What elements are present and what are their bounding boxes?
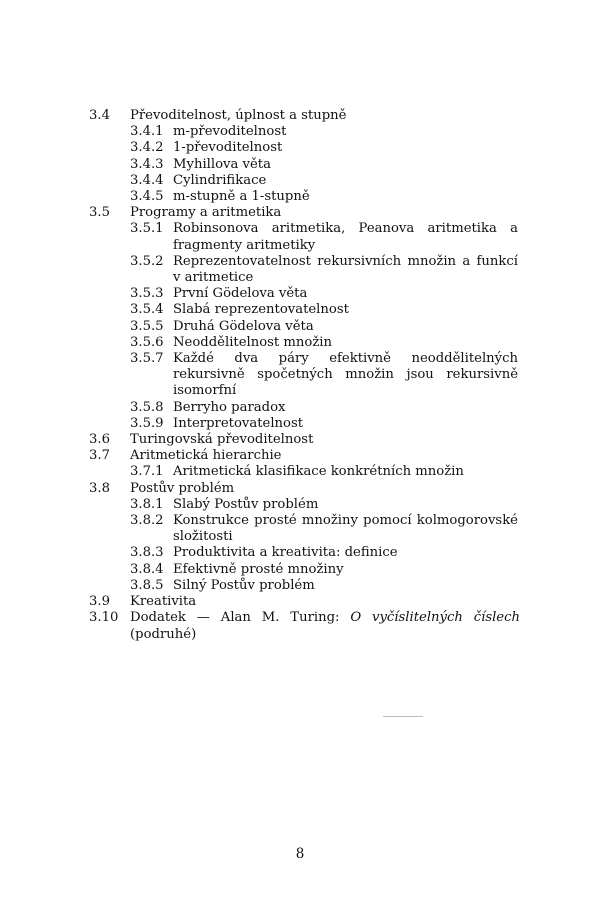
toc-entry-3-4-2 bbox=[0, 140, 600, 156]
toc-entry-3-8-4 bbox=[0, 562, 600, 578]
toc-title bbox=[130, 610, 520, 642]
toc-number: 3.5.4 bbox=[130, 302, 164, 318]
toc-number: 3.8.3 bbox=[130, 545, 164, 561]
toc-title: Turingovská převoditelnost bbox=[130, 432, 314, 448]
toc-title: Berryho paradox bbox=[173, 399, 286, 415]
toc-entry-3-8-2 bbox=[0, 513, 600, 545]
toc-title: První Gödelova věta bbox=[173, 286, 308, 302]
toc-entry-3-8-1 bbox=[0, 497, 600, 513]
toc-number: 3.8.5 bbox=[130, 577, 164, 593]
toc-number: 3.5.1 bbox=[130, 221, 164, 237]
toc-entry-3-7-1 bbox=[0, 464, 600, 480]
toc-title: Aritmetická klasifikace konkrétních množin bbox=[173, 464, 464, 480]
scan-dash bbox=[383, 716, 423, 717]
toc-number: 3.5.8 bbox=[130, 399, 164, 415]
toc-entry-3-4-3 bbox=[0, 157, 600, 173]
toc-number: 3.5.3 bbox=[130, 286, 164, 302]
toc-number: 3.4.4 bbox=[130, 172, 164, 188]
toc-title: m-převoditelnost bbox=[173, 124, 287, 140]
toc-number: 3.8.1 bbox=[130, 496, 164, 512]
toc-title: Druhá Gödelova věta bbox=[173, 318, 314, 334]
toc-entry-3-8-5 bbox=[0, 578, 600, 594]
toc-title: Konstrukce prosté množiny pomocí kolmogorovské složitosti bbox=[173, 513, 518, 545]
toc-number: 3.5.9 bbox=[130, 415, 164, 431]
toc-entry-3-5 bbox=[0, 205, 600, 221]
toc-title: Kreativita bbox=[130, 594, 197, 610]
toc-number: 3.10 bbox=[89, 610, 119, 626]
toc-title: Postův problém bbox=[130, 480, 235, 496]
toc-number: 3.4.2 bbox=[130, 140, 164, 156]
toc-number: 3.9 bbox=[89, 594, 110, 610]
toc-entry-3-5-3 bbox=[0, 286, 600, 302]
toc-number: 3.7 bbox=[89, 448, 110, 464]
toc-entry-3-10 bbox=[0, 610, 600, 642]
toc-entry-3-5-7 bbox=[0, 351, 600, 400]
toc-entry-3-7 bbox=[0, 448, 600, 464]
toc-number: 3.5.2 bbox=[130, 253, 164, 269]
toc-title: Produktivita a kreativita: definice bbox=[173, 545, 398, 561]
toc-title: m-stupně a 1-stupně bbox=[173, 189, 310, 205]
toc-number: 3.8 bbox=[89, 480, 110, 496]
toc-number: 3.8.2 bbox=[130, 513, 164, 529]
toc-title: Silný Postův problém bbox=[173, 577, 315, 593]
toc-title: Převoditelnost, úplnost a stupně bbox=[130, 108, 347, 123]
toc-number: 3.4.3 bbox=[130, 156, 164, 172]
toc-title: Aritmetická hierarchie bbox=[130, 448, 282, 464]
toc-entry-3-5-5 bbox=[0, 319, 600, 335]
toc-title-suffix: (podruhé) bbox=[130, 626, 197, 642]
toc-entry-3-4 bbox=[0, 108, 600, 124]
toc-number: 3.5 bbox=[89, 205, 110, 221]
toc-entry-3-5-1 bbox=[0, 221, 600, 253]
toc-title: Efektivně prosté množiny bbox=[173, 561, 344, 577]
toc-number: 3.6 bbox=[89, 432, 110, 448]
toc-entry-3-9 bbox=[0, 594, 600, 610]
toc-number: 3.4 bbox=[89, 108, 110, 123]
toc-number: 3.7.1 bbox=[130, 464, 164, 480]
toc-entry-3-5-9 bbox=[0, 416, 600, 432]
toc-number: 3.8.4 bbox=[130, 561, 164, 577]
toc-title: Cylindrifikace bbox=[173, 172, 267, 188]
toc-title-prefix: Dodatek — Alan M. Turing: bbox=[130, 610, 351, 626]
toc-entry-3-5-4 bbox=[0, 302, 600, 318]
toc-title: Slabý Postův problém bbox=[173, 496, 319, 512]
toc-entry-3-4-5 bbox=[0, 189, 600, 205]
toc-title: Programy a aritmetika bbox=[130, 205, 282, 221]
table-of-contents bbox=[0, 108, 600, 643]
toc-title: Interpretovatelnost bbox=[173, 415, 304, 431]
toc-number: 3.5.5 bbox=[130, 318, 164, 334]
toc-entry-3-5-6 bbox=[0, 335, 600, 351]
toc-entry-3-4-4 bbox=[0, 173, 600, 189]
toc-title: Slabá reprezentovatelnost bbox=[173, 302, 349, 318]
toc-entry-3-5-2 bbox=[0, 254, 600, 286]
toc-number: 3.5.7 bbox=[130, 351, 164, 367]
toc-number: 3.4.1 bbox=[130, 124, 164, 140]
toc-entry-3-5-8 bbox=[0, 400, 600, 416]
toc-entry-3-8 bbox=[0, 481, 600, 497]
toc-title: Myhillova věta bbox=[173, 156, 271, 172]
toc-title: Reprezentovatelnost rekursivních množin a funkcí v aritmetice bbox=[173, 253, 518, 286]
toc-entry-3-8-3 bbox=[0, 545, 600, 561]
toc-title: Neoddělitelnost množin bbox=[173, 334, 333, 350]
toc-entry-3-6 bbox=[0, 432, 600, 448]
toc-title: Robinsonova aritmetika, Peanova aritmetika a fragmenty aritmetiky bbox=[173, 221, 518, 253]
toc-number: 3.5.6 bbox=[130, 334, 164, 350]
toc-number: 3.4.5 bbox=[130, 189, 164, 205]
toc-entry-3-4-1 bbox=[0, 124, 600, 140]
page-number: 8 bbox=[295, 846, 305, 862]
toc-title: Každé dva páry efektivně neoddělitelných rekursivně spočetných množin jsou rekursivně isomorfní bbox=[173, 351, 518, 399]
toc-title-italic: O vyčíslitelných číslech bbox=[350, 610, 520, 626]
toc-title: 1-převoditelnost bbox=[173, 140, 283, 156]
